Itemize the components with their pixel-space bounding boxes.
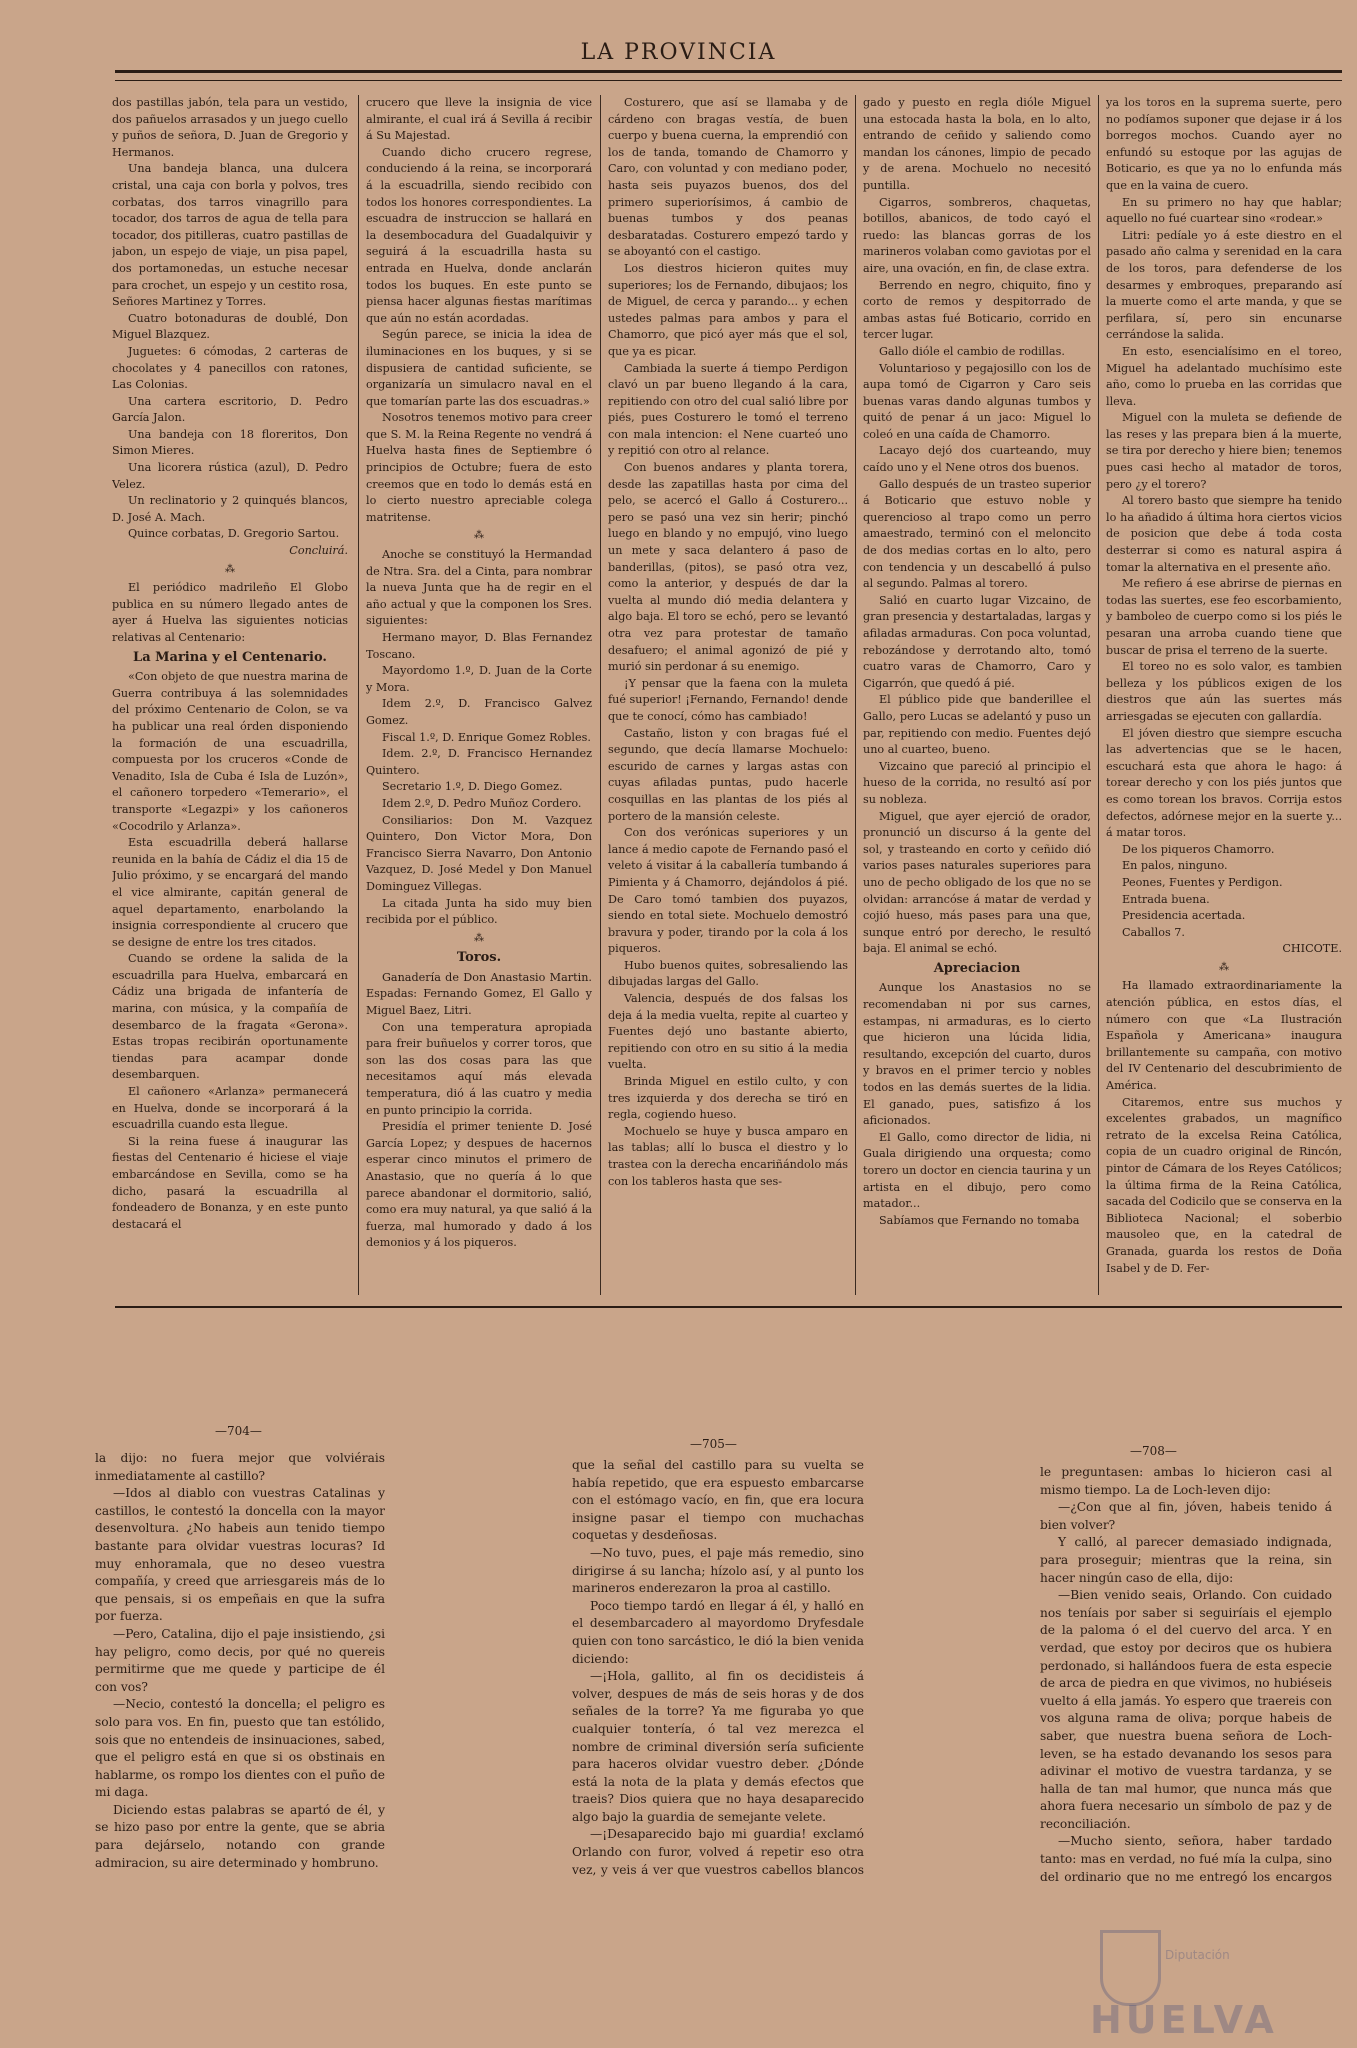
paragraph: Juguetes: 6 cómodas, 2 carteras de chocolates y 4 panecillos con ratones, Las Colonias. <box>112 344 348 392</box>
paragraph: Cigarros, sombreros, chaquetas, botillos, abanicos, de todo cayó el ruedo: las blancas gorras de los marineros volaban como gaviotas por el aire, una ovación, en fin, de clase extra. <box>863 195 1091 275</box>
paragraph: —Necio, contestó la doncella; el peligro es solo para vos. En fin, puesto que tan estólido, sois que no entendeis de insinuaciones, sabed, que el peligro está en que si os obstinais en hablarme, os rompo los dientes con el puño de mi daga. <box>95 1697 385 1800</box>
section-heading: La Marina y el Centenario. <box>133 649 327 665</box>
top-rule <box>115 70 1342 73</box>
paragraph: —¿Con que al fin, jóven, habeis tenido á bien volver? <box>1040 1500 1332 1532</box>
list-item: Caballos 7. <box>1122 925 1185 939</box>
paragraph: Una bandeja con 18 floreritos, Don Simon Mieres. <box>112 427 348 458</box>
paragraph: El Gallo, como director de lidia, ni Guala dirigiendo una orquesta; como torero un doctor en ciencia taurina y un artista en el dibujo, pero como matador... <box>863 1130 1091 1211</box>
list-item: Idem 2.º, D. Francisco Galvez Gomez. <box>366 697 592 727</box>
list-item: Consiliarios: Don M. Vazquez Quintero, Don Victor Mora, Don Francisco Sierra Navarro, Don Antonio Vazquez, D. José Medel y Don Manuel Dominguez Villegas. <box>366 813 592 893</box>
paragraph: Un reclinatorio y 2 quinqués blancos, D. José A. Mach. <box>112 494 348 524</box>
concluira-note: Concluirá. <box>289 544 348 558</box>
paragraph: crucero que lleve la insignia de vice almirante, el cual irá á Sevilla á recibir á Su Majestad. <box>366 96 592 143</box>
paragraph: Si la reina fuese á inaugurar las fiestas del Centenario é hiciese el viaje embarcándose en Sevilla, como se ha dicho, pasará la escuadrilla al fondeadero de Bonanza, y en este punto destacará el <box>112 1134 348 1231</box>
paragraph: Esta escuadrilla deberá hallarse reunida en la bahía de Cádiz el dia 15 de Julio próximo, y se encargará del mando el vice almirante, capitán general de aquel departamento, enarbolando la insignia correspondiente al crucero que se designe de entre los tres citados. <box>112 836 348 949</box>
seal-word: HUELVA <box>1090 1998 1278 2042</box>
paragraph: Gallo después de un trasteo superior á Boticario que estuvo noble y querencioso al trapo como un perro amaestrado, terminó con el meloncito de dos medias cortas en lo alto, pero con tendencia y un descabelló á pulso al segundo. Palmas al torero. <box>863 477 1091 591</box>
section-heading: Apreciacion <box>933 960 1021 976</box>
paragraph: Al torero basto que siempre ha tenido lo ha añadido á última hora ciertos vicios de posicion que debe á toda costa desterrar si como es natural aspira á tomar la alternativa en el presente año. <box>1106 494 1342 574</box>
paragraph: Berrendo en negro, chiquito, fino y corto de remos y despitorrado de ambas astas fué Boticario, corrido en tercer lugar. <box>863 278 1091 342</box>
column-4 <box>863 95 1091 1290</box>
paragraph: Gallo dióle el cambio de rodillas. <box>879 344 1065 358</box>
paragraph: Salió en cuarto lugar Vizcaino, de gran presencia y destartaladas, largas y afiladas armaduras. Con poca voluntad, rebozándose y derrotando alto, tomó cuatro varas de Chamorro, Caro y Cigarrón, que quedó á pié. <box>863 593 1091 690</box>
paragraph: Sabíamos que Fernando no tomaba <box>879 1213 1080 1227</box>
paragraph: Mochuelo se huye y busca amparo en las tablas; allí lo busca el diestro y lo trastea con la derecha encariñándolo más con los tableros hasta que ses- <box>608 1124 848 1188</box>
paragraph: Miguel con la muleta se defiende de las reses y las prepara bien á la muerte, se tira por derecho y hiere bien; tenemos pues casi hecho al matador de toros, pero ¿y el torero? <box>1106 411 1342 491</box>
paragraph: Quince corbatas, D. Gregorio Sartou. <box>128 527 340 541</box>
list-item: De los piqueros Chamorro. <box>1122 842 1275 856</box>
paragraph: le preguntasen: ambas lo hicieron casi al mismo tiempo. La de Loch-leven dijo: <box>1040 1465 1332 1497</box>
page-number: —705— <box>690 1437 737 1451</box>
paragraph: Ha llamado extraordinariamente la atención pública, en estos días, el número con que «La Ilustración Española y Americana» inaugura brillantemente su campaña, con motivo del IV Centenario del descubrimiento de América. <box>1106 979 1342 1093</box>
paragraph: Citaremos, entre sus muchos y excelentes grabados, un magnífico retrato de la excelsa Reina Católica, copia de un cuadro original de Rincón, pintor de Cámara de los Reyes Católicos; la última firma de la Reina Católica, sacada del Codicilo que se conserva en la Biblioteca Nacional; el soberbio mausoleo que, en la catedral de Granada, guarda los restos de Doña Isabel y de D. Fer- <box>1106 1095 1342 1275</box>
paragraph: «Con objeto de que nuestra marina de Guerra contribuya á las solemnidades del próximo Centenario de Colon, se va ha publicar una real órden disponiendo la formación de una escuadrilla, compuesta por los cruceros «Conde de Venadito, Isla de Cuba é Isla de Luzón», el cañonero torpedero «Temerario», el transporte «Legazpi» y los cañoneros «Cocodrilo y Arlanza». <box>112 670 348 833</box>
paragraph: Diciendo estas palabras se apartó de él, y se hizo paso por entre la gente, que se abria para dejárselo, notando con grande admiracion, su aire determinado y hombruno. <box>95 1802 385 1870</box>
column-divider <box>1098 95 1099 1295</box>
paragraph: Costurero, que así se llamaba y de cárdeno con bragas vestía, de buen cuerpo y buena cuerna, la emprendió con los de tanda, tomando de Chamorro y Caro, con voluntad y con mediano poder, hasta seis puyazos buenos, dos del primero superiorísimos, á cambio de buenas tumbos y dos peanas desbaratadas. Costurero empezó tardo y se aboyantó con el castigo. <box>608 96 848 259</box>
paragraph: ya los toros en la suprema suerte, pero no podíamos suponer que dejase ir á los borregos mochos. Cuando ayer no enfundó su estoque por las agujas de Boticario, es que ya no lo enfunda más que en la vaina de cuero. <box>1106 96 1342 192</box>
asterism: ⁂ <box>1219 961 1229 973</box>
asterism: ⁂ <box>474 932 484 944</box>
paragraph: Aunque los Anastasios no se recomendaban ni por sus carnes, estampas, ni armaduras, es lo cierto que hicieron una lúcida lidia, resultando, excepción del cuarto, duros y bravos en el primer tercio y nobles todos en las demás suertes de la lidia. El ganado, pues, satisfizo á los aficionados. <box>863 981 1091 1128</box>
folletin-column-1 <box>95 1450 385 1870</box>
list-item: Mayordomo 1.º, D. Juan de la Corte y Mora. <box>366 664 592 694</box>
asterism: ⁂ <box>225 563 235 575</box>
paragraph: Los diestros hicieron quites muy superiores; los de Fernando, dibujaos; los de Miguel, de cerca y parando... y echen ustedes palmas para ambos y para el Chamorro, que picó ayer más que el sol, que ya es picar. <box>608 261 848 358</box>
paragraph: En esto, esencialísimo en el toreo, Miguel ha adelantado muchísimo este año, como lo prueba en las corridas que lleva. <box>1106 344 1342 408</box>
paragraph: Cuatro botonaduras de doublé, Don Miguel Blazquez. <box>112 311 348 342</box>
masthead-title: LA PROVINCIA <box>580 40 777 65</box>
list-item: Entrada buena. <box>1122 892 1210 906</box>
paragraph: Poco tiempo tardó en llegar á él, y halló en el desembarcadero al mayordomo Dryfesdale quien con tono sarcástico, le dió la bien venida diciendo: <box>572 1598 864 1666</box>
list-item: Peones, Fuentes y Perdigon. <box>1122 875 1283 889</box>
paragraph: Me refiero á ese abrirse de piernas en todas las suertes, ese feo escorbamiento, y bamboleo de cuerpo como si los piés le pesaran una arroba cuando tiene que buscar de prisa el terreno de la suerte. <box>1106 577 1342 657</box>
seal-caption: Diputación <box>1165 1948 1230 1962</box>
paragraph: Cuando dicho crucero regrese, conduciendo á la reina, se incorporará á la escuadrilla, siendo recibido con todos los honores correspondientes. La escuadra de instruccion se hallará en la desembocadura del Guadalquivir y seguirá á la escuadrilla hasta su entrada en Huelva, donde anclarán todos los buques. En este punto se piensa hacer algunas fiestas marítimas que aún no están acordadas. <box>366 145 592 325</box>
paragraph: Con buenos andares y planta torera, desde las zapatillas hasta por cima del pelo, se acercó el Gallo á Costurero... pero se pasó una vez sin herir; pinchó luego en blando y no empujó, vino luego un mete y saca delantero á paso de banderillas, (pitos), se pasó otra vez, como la anterior, y después de dar la vuelta al mundo dió media delantera y algo baja. El toro se echó, pero se levantó otra vez para protestar de tamaño desafuero; el animal agonizó de pié y murió sin perdonar á su enemigo. <box>608 461 848 674</box>
section-rule <box>115 1306 1342 1308</box>
paragraph: Cuando se ordene la salida de la escuadrilla para Huelva, embarcará en Cádiz una brigada de infantería de marina, con música, y la compañía de desembarco de la fragata «Gerona». Estas tropas recibirán oportunamente tiendas para acampar donde desembarquen. <box>112 952 348 1082</box>
paragraph: Voluntarioso y pegajosillo con los de aupa tomó de Cigarron y Caro seis buenas varas dando algunas tumbos y quitó de penar á un jaco: Miguel lo coleó en una caída de Chamorro. <box>863 361 1091 441</box>
paragraph: dos pastillas jabón, tela para un vestido, dos pañuelos arrasados y un juego cuello y puños de señora, D. Juan de Gregorio y Hermanos. <box>112 96 348 159</box>
list-item: En palos, ninguno. <box>1122 859 1228 873</box>
paragraph: —Pero, Catalina, dijo el paje insistiendo, ¿si hay peligro, como decis, por qué no quereis permitirme que me quede y participe de él con vos? <box>95 1626 385 1694</box>
paragraph: El público pide que banderillee el Gallo, pero Lucas se adelantó y puso un par, repitiendo con medio. Fuentes dejó uno al cuarteo, bueno. <box>863 693 1091 757</box>
paragraph: El toreo no es solo valor, es tambien belleza y los públicos exigen de los diestros que aún las suertes más arriesgadas se ejecuten con gallardía. <box>1106 660 1342 723</box>
paragraph: Castaño, liston y con bragas fué el segundo, que decía llamarse Mochuelo: escurido de carnes y largas astas con cuyas afiladas puntas, pudo hacerle cosquillas en las plantas de los piés al portero de la mansión celeste. <box>608 726 848 823</box>
paragraph: Nosotros tenemos motivo para creer que S. M. la Reina Regente no vendrá á Huelva hasta fines de Septiembre ó principios de Octubre; fuera de esto creemos que en todo lo demás está en lo cierto nuestro apreciable colega matritense. <box>366 411 592 524</box>
column-3 <box>608 95 848 1290</box>
paragraph: La citada Junta ha sido muy bien recibida por el público. <box>366 896 592 927</box>
author-signature: CHICOTE. <box>1282 942 1342 956</box>
paragraph: —¡Desaparecido bajo mi guardia! exclamó Orlando con furor, volved á repetir eso otra vez, y veis á ver que vuestros cabellos blancos <box>572 1827 864 1877</box>
paragraph: Cambiada la suerte á tiempo Perdigon clavó un par bueno llegando á la cara, repitiendo con otro del cual salió libre por piés, pues Costurero le tomó el terreno con mala intencion: el Nene cuarteó uno y repitió con otro al relance. <box>608 361 848 458</box>
paragraph: Brinda Miguel en estilo culto, y con tres izquierda y dos derecha se tiró en regla, cogiendo hueso. <box>608 1075 848 1122</box>
paragraph: Valencia, después de dos falsas los deja á la media vuelta, repite al cuarteo y Fuentes dejó uno bastante abierto, repitiendo con otro en su sitio á la media vuelta. <box>608 992 848 1072</box>
paragraph: ¡Y pensar que la faena con la muleta fué superior! ¡Fernando, Fernando! dende que te conocí, cómo has cambiado! <box>608 676 848 723</box>
paragraph: —¡Hola, gallito, al fin os decidisteis á volver, despues de más de seis horas y de dos señales de la torre? Ya me figuraba yo que cualquier tontería, ó tal vez merezca el nombre de criminal diversión sería suficiente para haceros olvidar vuestro deber. ¿Dónde está la nota de la plata y demás efectos que traeis? Dios quiera que no haya desaparecido algo bajo la guardia de semejante velete. <box>572 1669 864 1824</box>
paragraph: El cañonero «Arlanza» permanecerá en Huelva, donde se incorporará á la escuadrilla cuando esta llegue. <box>112 1085 348 1132</box>
paragraph: —Bien venido seais, Orlando. Con cuidado nos teníais por saber si seguiríais el ejemplo de la paloma ó el del cuervo del arca. Y en verdad, que estoy por deciros que os hubiera perdonado, si hallándoos fuera de esta especie de arca de piedra en que vivimos, no hubiéseis vuelto á ella jamás. Yo espero que traereis con vos alguna rama de oliva; porque habeis de saber, que nuestra buena señora de Loch-leven, se ha estado devanando los sesos para adivinar el motivo de vuestra tardanza, y se halla de tan mal humor, que nunca más que ahora fuera necesario un símbolo de paz y de reconciliación. <box>1040 1588 1332 1831</box>
paragraph: Y calló, al parecer demasiado indignada, para proseguir; mientras que la reina, sin hacer ningún caso de ella, dijo: <box>1040 1535 1332 1585</box>
list-item: Idem 2.º, D. Pedro Muñoz Cordero. <box>382 796 582 810</box>
list-item: Fiscal 1.º, D. Enrique Gomez Robles. <box>382 730 591 744</box>
paragraph: El periódico madrileño El Globo publica en su número llegado antes de ayer á Huelva las siguientes noticias relativas al Centenario: <box>112 581 348 644</box>
column-divider <box>855 95 856 1295</box>
paragraph: Con dos verónicas superiores y un lance á medio capote de Fernando pasó el veleto á visitar á la caballería tumbando á Pimienta y á Chamorro, dejándolos á pié. De Caro tomó tambien dos puyazos, siendo en total siete. Mochuelo demostró bravura y poder, tirando por la cola á los piqueros. <box>608 826 848 956</box>
column-5 <box>1106 95 1342 1290</box>
page-number: —704— <box>215 1424 262 1438</box>
paragraph: Una cartera escritorio, D. Pedro García Jalon. <box>112 394 348 425</box>
list-item: Secretario 1.º, D. Diego Gomez. <box>382 780 563 794</box>
list-item: Hermano mayor, D. Blas Fernandez Toscano. <box>366 631 592 661</box>
list-item: Presidencia acertada. <box>1122 909 1246 923</box>
paragraph: Anoche se constituyó la Hermandad de Ntra. Sra. del a Cinta, para nombrar la nueva Junta que ha de regir en el año actual y que la componen los Sres. siguientes: <box>366 548 592 628</box>
paragraph: Lacayo dejó dos cuarteando, muy caído uno y el Nene otros dos buenos. <box>863 444 1091 475</box>
column-2 <box>366 95 592 1290</box>
paragraph: que la señal del castillo para su vuelta se había repetido, que era espuesto embarcarse con el estómago vacío, en fin, que era locura insigne pasar el tiempo con muchachas coquetas y desdeñosas. <box>572 1458 864 1543</box>
paragraph: Una licorera rústica (azul), D. Pedro Velez. <box>112 461 348 491</box>
paragraph: Litri: pedíale yo á este diestro en el pasado año calma y serenidad en la cara de los toros, para defenderse de los desarmes y embroques, preparando así la muerte como el arte manda, y que se perfilara, sí, pero sin encunarse cerrándose la salida. <box>1106 228 1342 342</box>
column-1 <box>112 95 348 1290</box>
shield-icon <box>1100 1930 1161 2006</box>
column-divider <box>358 95 359 1295</box>
paragraph: la dijo: no fuera mejor que volviérais inmediatamente al castillo? <box>95 1451 385 1483</box>
paragraph: Una bandeja blanca, una dulcera cristal, una caja con borla y polvos, tres corbatas, dos tarros vinagrillo para tocador, dos tarros de agua de tella para tocador, dos pitilleras, cuatro pastillas de jabon, un espejo de viaje, un pisa papel, dos portamonedas, un estuche necesar para crochet, un espejo y un cestito rosa, Señores Martinez y Torres. <box>112 162 348 309</box>
watermark-seal <box>1090 1930 1340 2040</box>
paragraph: Miguel, que ayer ejerció de orador, pronunció un discurso á la gente del sol, y trasteando en corto y ceñido dió varios pases naturales superiores para uno de pecho obligado de los que no se olvidan: arrancóse á matar de verdad y cojió hueso, más pases para una que, sunque entró por derecho, le resultó baja. El animal se echó. <box>863 809 1091 956</box>
paragraph: Presidía el primer teniente D. José García Lopez; y despues de hacernos esperar cinco minutos el primero de Anastasio, que no quería á lo que parece abandonar el dormitorio, salió, como era muy natural, ya que salió á la fuerza, mal humorado y dado á los demonios y á los piqueros. <box>366 1120 592 1250</box>
page-number: —708— <box>1130 1444 1177 1458</box>
paragraph: Según parece, se inicia la idea de iluminaciones en los buques, y si se dispusiera de cantidad suficiente, se organizaría un simulacro naval en el que tomarían parte las dos escuadras.» <box>366 328 592 408</box>
paragraph: Hubo buenos quites, sobresaliendo las dibujadas largas del Gallo. <box>608 958 848 989</box>
folletin-column-2 <box>572 1457 864 1877</box>
asterism: ⁂ <box>474 530 484 542</box>
paragraph: —No tuvo, pues, el paje más remedio, sino dirigirse á su lancha; hízolo así, y al punto los marineros enderezaron la proa al castillo. <box>572 1545 864 1596</box>
paragraph: Con una temperatura apropiada para freir buñuelos y correr toros, que son las dos cosas para las que necesitamos aquí más elevada temperatura, dió á las cuatro y media en punto principio la corrida. <box>366 1020 592 1117</box>
paragraph: —Idos al diablo con vuestras Catalinas y castillos, le contestó la doncella con la mayor desenvoltura. ¿No habeis aun tenido tiempo bastante para olvidar vuestras locuras? Id muy enhoramala, que no deseo vuestra compañía, y creed que arriesgareis más de lo que pensais, si os empeñais en que la sufra por fuerza. <box>95 1486 385 1624</box>
paragraph: Vizcaino que pareció al principio el hueso de la corrida, no resultó así por su nobleza. <box>863 759 1091 806</box>
section-heading: Toros. <box>456 950 502 966</box>
paragraph: En su primero no hay que hablar; aquello no fué cuartear sino «rodear.» <box>1106 195 1342 226</box>
list-item: Idem. 2.º, D. Francisco Hernandez Quintero. <box>366 747 592 777</box>
paragraph: Ganadería de Don Anastasio Martin. Espadas: Fernando Gomez, El Gallo y Miguel Baez, Litri. <box>366 970 592 1018</box>
paragraph: El jóven diestro que siempre escucha las advertencias que se le hacen, escuchará esta que ahora le hago: á torear derecho y con los piés juntos que es como torean los bravos. Corrija estos defectos, adórnese mejor en la suerte y... á matar toros. <box>1106 726 1342 840</box>
paragraph: gado y puesto en regla dióle Miguel una estocada hasta la bola, en lo alto, entrando de ceñido y saliendo como mandan los cánones, limpio de pecado y de arena. Mochuelo no necesitó puntilla. <box>863 96 1091 192</box>
folletin-column-3 <box>1040 1464 1332 1884</box>
paragraph: —Mucho siento, señora, haber tardado tanto: mas en verdad, no fué mía la culpa, sino del ordinario que no me entregó los encargos <box>1040 1834 1332 1884</box>
column-divider <box>600 95 601 1295</box>
top-rule-thin <box>115 80 1342 81</box>
